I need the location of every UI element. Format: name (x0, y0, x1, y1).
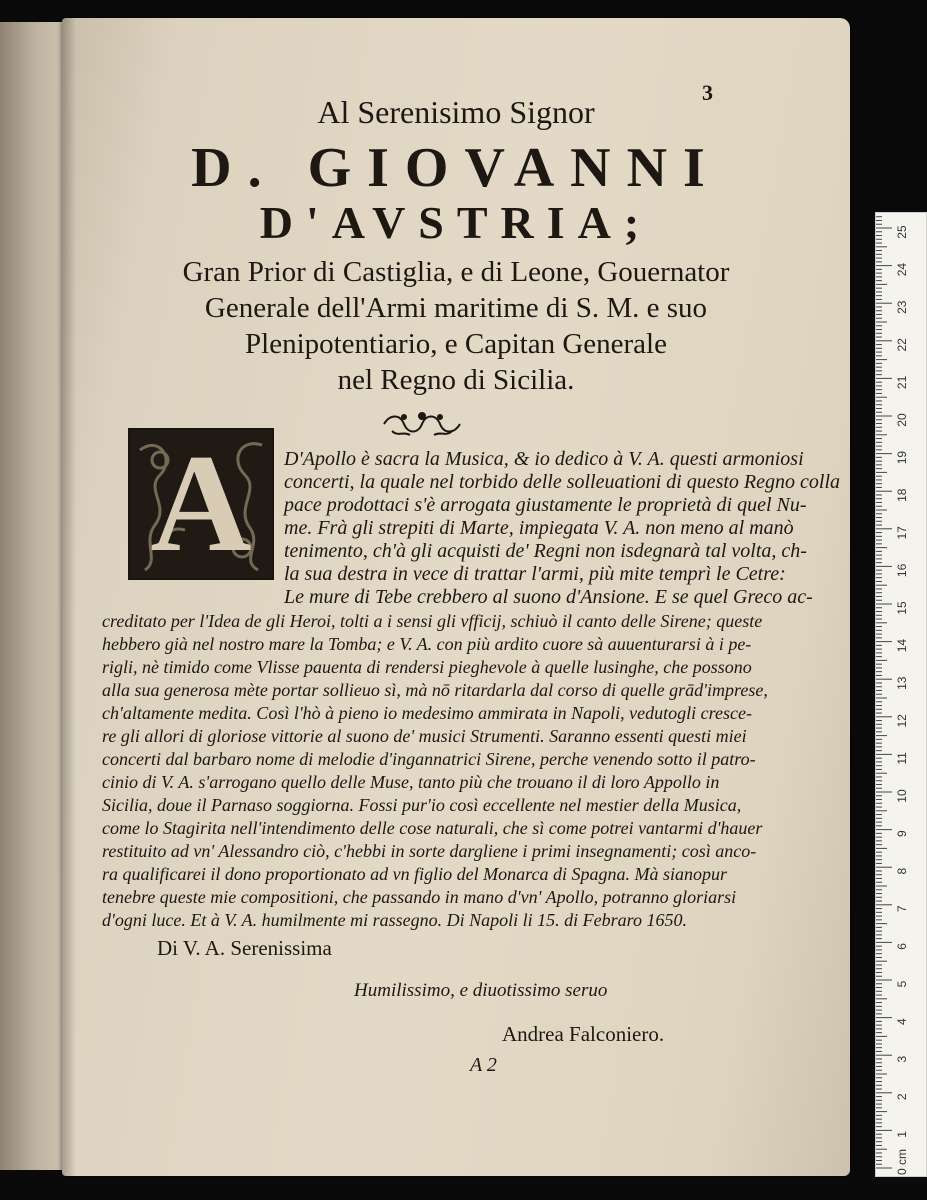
body-line: rigli, nè timido come Vlisse pauenta di rendersi pieghevole à quelle lusinghe, che possono (102, 657, 752, 677)
dedicatee-name: D. GIOVANNI (191, 137, 721, 199)
ruler-tick-label: 25 (895, 225, 909, 239)
fleuron-ornament-icon (380, 411, 464, 437)
ruler-scale (876, 213, 926, 1176)
dedicatee-title-line: Plenipotentiario, e Capitan Generale (245, 328, 667, 360)
body-line: Sicilia, doue il Parnaso soggiorna. Fossi pur'io così eccellente nel mestier della Musica, (102, 795, 742, 815)
ruler-tick-label: 4 (895, 1018, 909, 1025)
body-line: ra qualificarei il dono proportionato ad vn figlio del Monarca di Spagna. Mà sianopur (102, 864, 727, 884)
dedication-greeting: Al Serenisimo Signor (317, 94, 595, 130)
ruler-tick-label: 15 (895, 601, 909, 615)
dedicatee-title-line: nel Regno di Sicilia. (337, 364, 575, 396)
ruler-tick-label: 18 (895, 488, 909, 502)
ruler-unit-label: 0 cm (895, 1148, 909, 1176)
ruler-tick-label: 3 (895, 1055, 909, 1063)
ruler-tick-label: 7 (895, 905, 909, 913)
ruler-tick-label: 6 (895, 943, 909, 950)
signature-mark: A 2 (470, 1054, 497, 1076)
body-line: tenebre queste mie compositioni, che passando in mano d'vn' Apollo, potranno gloriarsi (102, 887, 737, 907)
dedicatee-title-line: Gran Prior di Castiglia, e di Leone, Gouernator (182, 256, 730, 288)
initial-letter: A (150, 426, 252, 581)
body-line: pace prodottaci s'è arrogata giustamente le proprietà di quel Nu- (284, 494, 807, 516)
ruler-tick-label: 14 (895, 638, 909, 653)
ruler-tick-label: 11 (895, 752, 909, 765)
ruler-tick-label: 23 (895, 300, 909, 314)
ruler-tick-label: 22 (895, 338, 909, 352)
page-number: 3 (702, 80, 713, 105)
body-line: alla sua generosa mète portar sollieuo sì, mà nō ritardarla dal corso di quelle grād'imprese, (102, 680, 768, 700)
body-line: restituito ad vn' Alessandro ciò, c'hebbi in sorte dargliene i primi insegnamenti; così anco- (102, 841, 757, 861)
body-line: hebbero già nel nostro mare la Tomba; e V. A. con più ardito cuore sà auuenturarsi à i pe- (102, 634, 752, 654)
ruler-tick-label: 8 (895, 867, 909, 875)
ruler-tick-label: 24 (895, 262, 909, 277)
body-line: re gli allori di gloriose vittorie al suono de' musici Strumenti. Saranno essenti questi miei (102, 726, 747, 746)
body-line: concerti dal barbaro nome di melodie d'ingannatrici Sirene, perche venendo sotto il patro- (102, 749, 756, 769)
body-line: cinio di V. A. s'arrogano quello delle Muse, tanto più che trouano il di loro Appollo in (102, 772, 720, 792)
body-line: tenimento, ch'à gli acquisti de' Regni non isdegnarà tal volta, ch- (284, 540, 807, 562)
closing-salutation: Di V. A. Serenissima (157, 936, 332, 960)
body-line: la sua destra in vece di trattar l'armi, più mite temprì le Cetre: (284, 563, 786, 585)
decorated-initial (128, 428, 274, 580)
ruler-tick-label: 16 (895, 563, 909, 578)
ruler-tick-label: 17 (895, 526, 909, 540)
body-line: D'Apollo è sacra la Musica, & io dedico à V. A. questi armoniosi (284, 448, 804, 470)
body-line: concerti, la quale nel torbido delle solleuationi di questo Regno colla (284, 471, 841, 493)
body-line: ch'altamente medita. Così l'hò à pieno io medesimo ammirata in Napoli, vedutogli cresce- (102, 703, 752, 723)
ruler-tick-label: 2 (895, 1093, 909, 1101)
author-signature: Andrea Falconiero. (502, 1022, 665, 1046)
ruler-tick-label: 21 (895, 375, 909, 390)
ruler-tick-label: 13 (895, 676, 909, 690)
body-line: come lo Stagirita nell'intendimento delle cose naturali, che sì come potrei vantarmi d'hauer (102, 818, 763, 838)
measurement-ruler (875, 212, 927, 1177)
body-line: d'ogni luce. Et à V. A. humilmente mi rassegno. Di Napoli li 15. di Febraro 1650. (102, 910, 687, 930)
dedicatee-house: D'AVSTRIA; (259, 197, 653, 248)
ruler-tick-label: 9 (895, 830, 909, 837)
dedicatee-title-line: Generale dell'Armi maritime di S. M. e suo (204, 292, 708, 324)
ruler-tick-label: 10 (895, 789, 909, 803)
ruler-tick-label: 5 (895, 980, 909, 988)
body-line: me. Frà gli strepiti di Marte, impiegata V. A. non meno al manò (284, 517, 794, 539)
ruler-tick-label: 19 (895, 450, 909, 465)
servant-line: Humilissimo, e diuotissimo seruo (354, 980, 608, 1001)
ruler-tick-label: 1 (895, 1131, 909, 1138)
body-line: Le mure di Tebe crebbero al suono d'Ansione. E se quel Greco ac- (284, 586, 813, 608)
body-line: creditato per l'Idea de gli Heroi, tolti a i sensi gli vfficij, schiuò il canto delle Sirene; queste (102, 611, 763, 631)
ruler-tick-label: 20 (895, 413, 909, 427)
document-page (62, 18, 850, 1176)
ruler-tick-label: 12 (895, 714, 909, 728)
